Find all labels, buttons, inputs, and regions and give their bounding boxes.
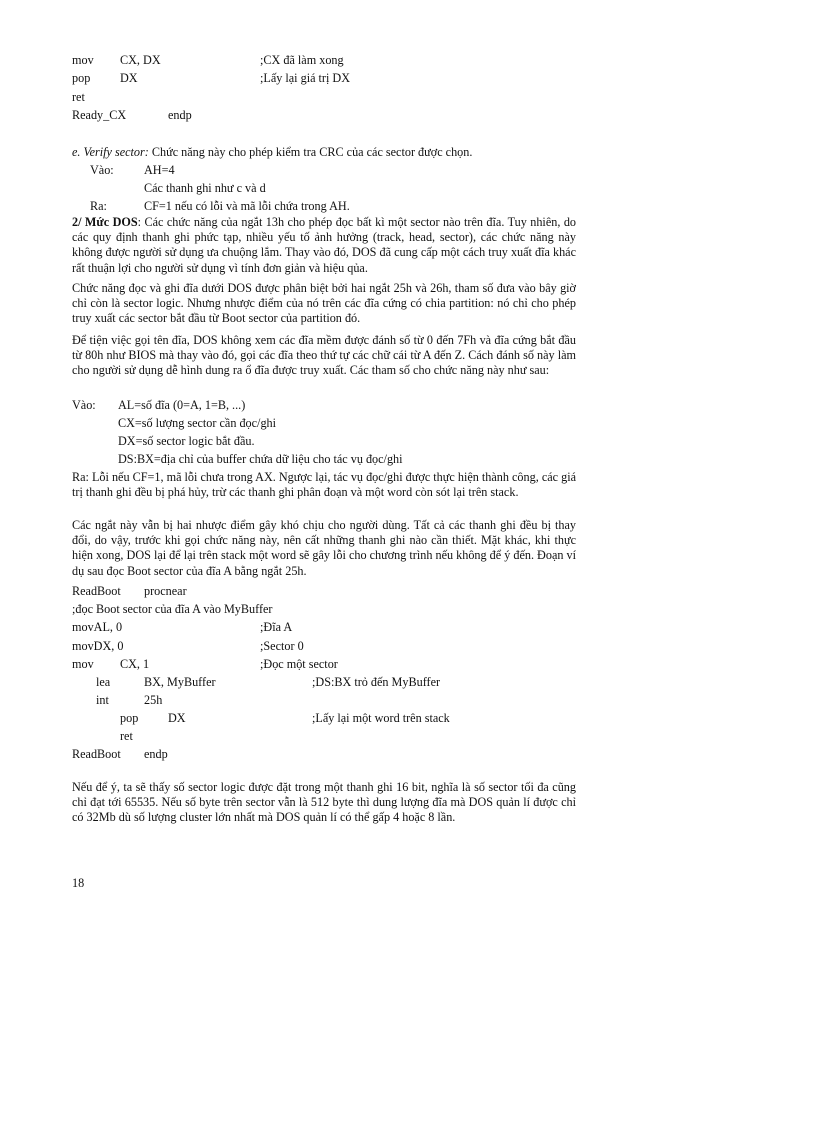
code-op: movDX, 0: [72, 639, 124, 653]
verify-out-label: Ra:: [90, 199, 107, 213]
dos-paragraph-5: Các ngắt này vẫn bị hai nhược điểm gây khó chịu cho người dùng. Tất cả các thanh ghi đều bị thay đổi, do vậy, trước khi gọi chức năng này, nên cất những thanh ghi nào cần thiết. Mặt khác, khi thực hiện xong, DOS lại để lại trên stack một word sẽ gây lỗi cho chương trình nếu không để ý đến. Đoạn ví dụ sau đọc Boot sector của đĩa A bằng ngắt 25h.: [72, 518, 576, 578]
dos-paragraph-2: Chức năng đọc và ghi đĩa dưới DOS được phân biệt bởi hai ngắt 25h và 26h, tham số đưa vào bây giờ chỉ còn là sector logic. Nhưng nhược điểm của nó trên các đĩa cứng có chia partition: nó chỉ cho phép truy xuất các sector bắt đầu từ Boot sector của partition đó.: [72, 281, 576, 326]
dos-in-item: DS:BX=địa chỉ của buffer chứa dữ liệu cho tác vụ đọc/ghi: [118, 452, 403, 466]
proc-keyword: procnear: [144, 584, 187, 598]
proc-end: endp: [168, 108, 192, 122]
code-comment: ;Đọc một sector: [260, 657, 338, 671]
verify-in-1: AH=4: [144, 163, 175, 177]
code-op: ret: [72, 90, 85, 104]
proc-name: ReadBoot: [72, 747, 121, 761]
dos-in-item: AL=số đĩa (0=A, 1=B, ...): [118, 398, 246, 412]
verify-text: Chức năng này cho phép kiểm tra CRC của các sector được chọn.: [151, 145, 473, 159]
dos-paragraph-1: [72, 215, 576, 276]
verify-in-label: Vào:: [90, 163, 114, 177]
code-comment: ;Lấy lại giá trị DX: [260, 71, 351, 85]
code-comment: ;Lấy lại một word trên stack: [312, 711, 450, 725]
final-paragraph: Nếu để ý, ta sẽ thấy số sector logic được đặt trong một thanh ghi 16 bit, nghĩa là số sector tối đa cũng chỉ đạt tới 65535. Nếu số byte trên sector vẫn là 512 byte thì dung lượng đĩa mà DOS quản lí được chỉ có 32Mb dù số lượng cluster lớn nhất mà DOS quản lí có thể gấp 4 hoặc 8 lần.: [72, 780, 576, 825]
code-op: pop: [120, 711, 139, 725]
code-arg: DX: [120, 71, 138, 85]
dos-paragraph-4: Ra: Lỗi nếu CF=1, mã lỗi chưa trong AX. Ngược lại, tác vụ đọc/ghi được thực hiện thành công, các giá trị thanh ghi đều bị phá hủy, trừ các thanh ghi phân đoạn và một word còn sót lại trên stack.: [72, 470, 576, 500]
dos-heading: 2/ Mức DOS: [72, 215, 138, 229]
verify-in-2: Các thanh ghi như c và d: [144, 181, 266, 195]
code-comment: ;CX đã làm xong: [260, 53, 344, 67]
code-op: int: [96, 693, 109, 707]
code-comment: ;DS:BX trỏ đến MyBuffer: [312, 675, 441, 689]
dos-in-item: CX=số lượng sector cần đọc/ghi: [118, 416, 277, 430]
code-op: ret: [120, 729, 133, 743]
verify-out-1: CF=1 nếu có lỗi và mã lỗi chứa trong AH.: [144, 199, 350, 213]
code-arg: CX, DX: [120, 53, 161, 67]
proc-name: Ready_CX: [72, 108, 127, 122]
verify-heading-line: [72, 145, 472, 160]
code-op: pop: [72, 71, 91, 85]
proc-name: ReadBoot: [72, 584, 121, 598]
code-arg: CX, 1: [120, 657, 150, 671]
page-number: 18: [72, 876, 85, 890]
code-arg: 25h: [144, 693, 163, 707]
code-arg: DX: [168, 711, 186, 725]
verify-title: e. Verify sector:: [72, 145, 149, 159]
code-arg: BX, MyBuffer: [144, 675, 216, 689]
code-op: mov: [72, 657, 94, 671]
code-comment: ;Sector 0: [260, 639, 304, 653]
dos-in-label: Vào:: [72, 398, 96, 412]
code-comment: ;Đĩa A: [260, 620, 293, 634]
code-op: lea: [96, 675, 111, 689]
code-op: mov: [72, 53, 94, 67]
code-op: movAL, 0: [72, 620, 123, 634]
dos-p1-text: : Các chức năng của ngắt 13h cho phép đọc bất kì một sector nào trên đĩa. Tuy nhiên, do các quy định thanh ghi phức tạp, nhiều yếu tố ảnh hưởng (track, head, sector), các chức năng này không được người sử dụng ưa chuộng lắm. Thay vào đó, DOS đã cung cấp một cách truy xuất đĩa khác rất thuận lợi cho người sử dụng vì tính đơn giản và hiệu qủa.: [72, 215, 577, 275]
code-comment: ;đọc Boot sector của đĩa A vào MyBuffer: [72, 602, 273, 616]
proc-end: endp: [144, 747, 168, 761]
dos-paragraph-3: Để tiện việc gọi tên đĩa, DOS không xem các đĩa mềm được đánh số từ 0 đến 7Fh và đĩa cứng bắt đầu từ 80h như BIOS mà thay vào đó, gọi các đĩa theo thứ tự các chữ cái từ A đến Z. Cách đánh số này làm cho người sử dụng dễ hình dung ra ổ đĩa được truy xuất. Các tham số cho chức năng này như sau:: [72, 333, 576, 378]
dos-in-item: DX=số sector logic bắt đầu.: [118, 434, 255, 448]
